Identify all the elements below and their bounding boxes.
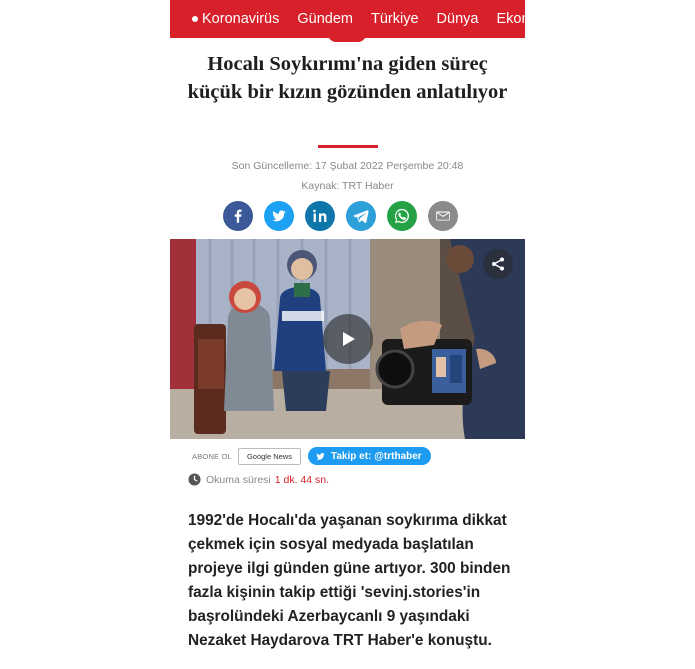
whatsapp-icon [393,207,411,225]
nav-item-turkiye[interactable]: Türkiye [371,11,419,27]
subscribe-row [192,447,301,465]
linkedin-icon [311,207,329,225]
title-divider [318,145,378,148]
twitter-follow-label: Takip et: @trthaber [331,450,422,462]
google-news-button[interactable]: Google News [238,448,301,465]
reading-time-label: Okuma süresi [206,473,271,486]
reading-time-value: 1 dk. 44 sn. [274,473,330,486]
share-whatsapp-button[interactable] [387,201,417,231]
share-email-button[interactable] [428,201,458,231]
clock-icon [188,473,201,486]
article-title: Hocalı Soykırımı'na giden süreç küçük bir kızın gözünden anlatılıyor [187,53,508,103]
video-player[interactable] [170,239,525,439]
last-updated: Son Güncelleme: 17 Şubat 2022 Perşembe 20:48 [231,160,464,172]
video-share-button[interactable] [483,249,513,279]
nav-item-dunya[interactable]: Dünya [436,11,479,27]
nav-item-gundem[interactable]: Gündem [297,11,353,27]
live-dot-icon [192,16,198,22]
top-nav [170,0,553,38]
nav-item-koronavirus[interactable]: Koronavirüs [192,11,279,27]
article-page [170,0,553,669]
article-source: Kaynak: TRT Haber [301,180,394,192]
share-telegram-button[interactable] [346,201,376,231]
twitter-icon [270,207,288,225]
share-linkedin-button[interactable] [305,201,335,231]
nav-active-notch [328,34,366,42]
facebook-icon [229,207,247,225]
play-icon [338,329,358,349]
share-icon [490,256,506,272]
share-buttons [223,201,458,231]
telegram-icon [352,207,370,225]
play-button[interactable] [323,314,373,364]
reading-time [188,473,329,486]
twitter-icon [315,451,326,462]
share-twitter-button[interactable] [264,201,294,231]
share-facebook-button[interactable] [223,201,253,231]
twitter-follow-button[interactable] [308,447,431,465]
mail-icon [434,207,452,225]
article-lead: 1992'de Hocalı'da yaşanan soykırıma dikkat çekmek için sosyal medyada başlatılan projeye ilgi günden güne artıyor. 300 binden fazla kişinin takip ettiği 'sevinj.stories'in başrolündeki Azerbaycanlı 9 yaşındaki Nezaket Haydarova TRT Haber'e konuştu. [188,512,511,649]
nav-item-ekonomi[interactable]: Ekonomi [496,11,553,27]
subscribe-label: ABONE OL [192,451,232,461]
